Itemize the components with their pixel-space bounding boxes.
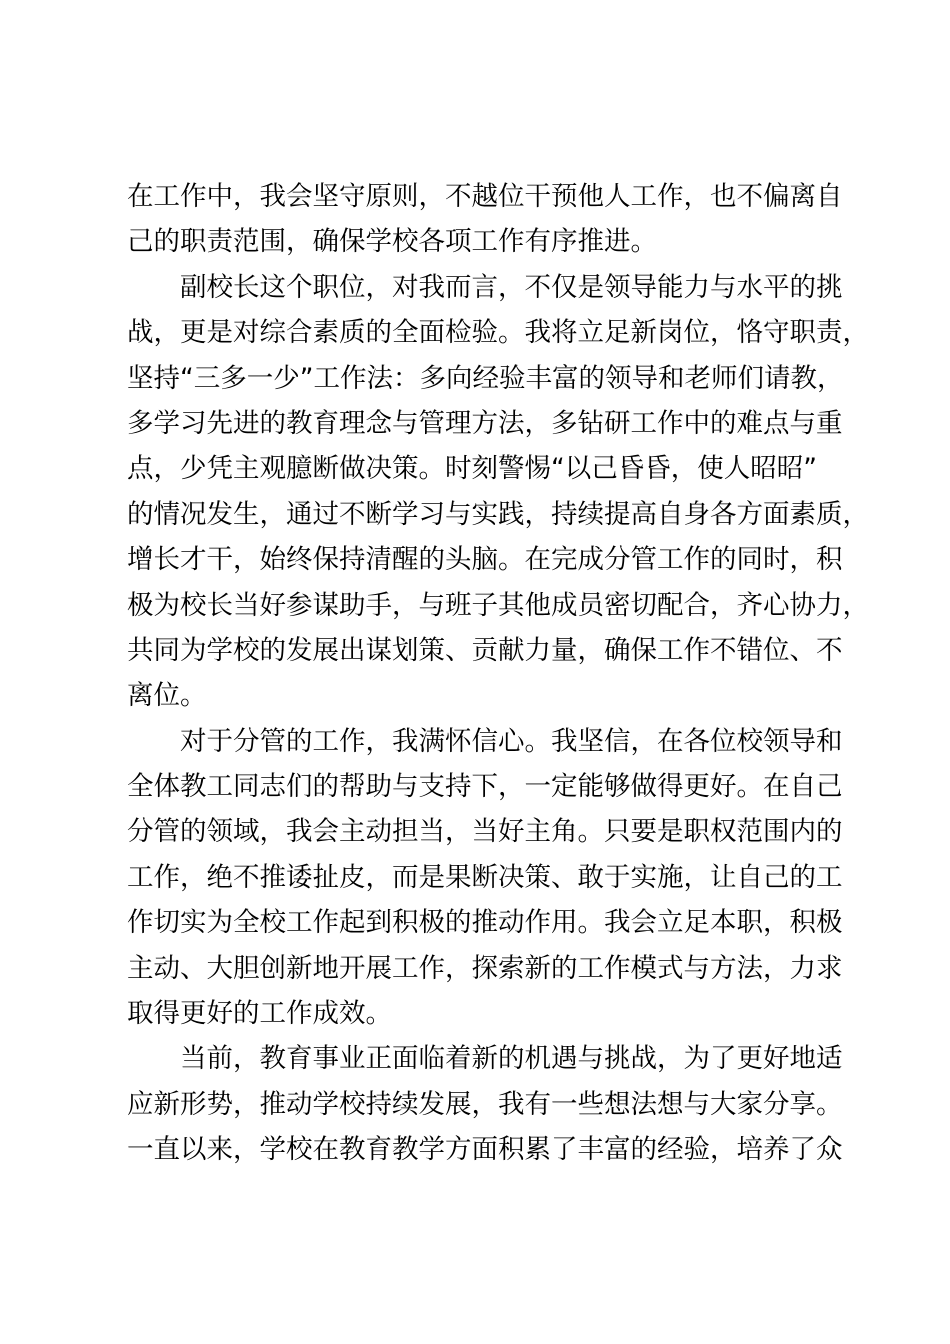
text-line: 离位。 — [127, 680, 207, 712]
text-line: 在工作中，我会坚守原则，不越位干预他人工作，也不偏离自 — [127, 181, 843, 212]
text-line: 坚持“三多一少”工作法：多向经验丰富的领导和老师们请教， — [127, 362, 844, 394]
text-line: 应新形势，推动学校持续发展，我有一些想法想与大家分享。 — [127, 1088, 843, 1120]
document-body-text — [127, 174, 869, 1173]
text-line: 分管的领域，我会主动担当，当好主角。只要是职权范围内的 — [127, 816, 843, 848]
text-line: 主动、大胆创新地开展工作，探索新的工作模式与方法，力求 — [127, 952, 843, 984]
text-line: 极为校长当好参谋助手，与班子其他成员密切配合，齐心协力， — [127, 589, 869, 621]
text-line: 副校长这个职位，对我而言，不仅是领导能力与水平的挑 — [127, 271, 843, 303]
text-line: 一直以来，学校在教育教学方面积累了丰富的经验，培养了众 — [127, 1134, 843, 1166]
text-line: 点，少凭主观臆断做决策。时刻警惕“以己昏昏，使人昭昭” — [127, 453, 817, 485]
text-line: 作切实为全校工作起到积极的推动作用。我会立足本职，积极 — [127, 907, 843, 939]
text-line: 己的职责范围，确保学校各项工作有序推进。 — [127, 226, 657, 258]
text-line: 对于分管的工作，我满怀信心。我坚信，在各位校领导和 — [127, 725, 843, 757]
text-line: 工作，绝不推诿扯皮，而是果断决策、敢于实施，让自己的工 — [127, 861, 843, 893]
text-line: 共同为学校的发展出谋划策、贡献力量，确保工作不错位、不 — [127, 634, 843, 666]
text-line: 多学习先进的教育理念与管理方法，多钻研工作中的难点与重 — [127, 407, 843, 439]
text-line: 的情况发生，通过不断学习与实践，持续提高自身各方面素质， — [127, 498, 869, 530]
text-line: 战，更是对综合素质的全面检验。我将立足新岗位，恪守职责， — [127, 317, 869, 349]
text-line: 取得更好的工作成效。 — [127, 998, 392, 1030]
text-line: 全体教工同志们的帮助与支持下，一定能够做得更好。在自己 — [127, 771, 843, 803]
text-line: 当前，教育事业正面临着新的机遇与挑战，为了更好地适 — [127, 1043, 843, 1075]
text-line: 增长才干，始终保持清醒的头脑。在完成分管工作的同时，积 — [127, 544, 843, 576]
